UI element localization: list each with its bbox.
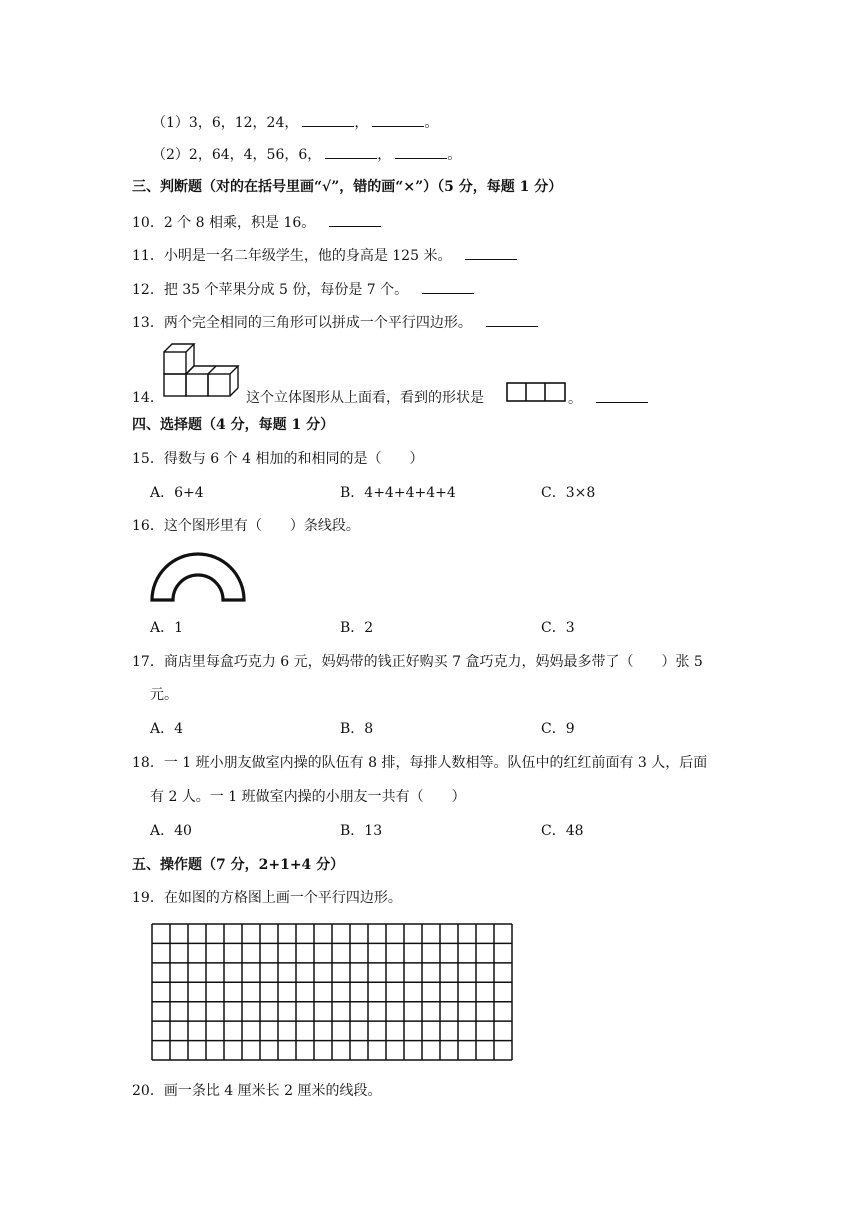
question-text: 商店里每盒巧克力 6 元，妈妈带的钱正好购买 7 盒巧克力，妈妈最多带了（ ）张 5 xyxy=(163,654,703,670)
option-a[interactable]: A．6+4 xyxy=(150,485,204,501)
question-15 xyxy=(132,449,423,469)
section-5-title: 五、操作题（7 分，2+1+4 分） xyxy=(132,857,345,873)
question-text: 两个完全相同的三角形可以拼成一个平行四边形。 xyxy=(163,315,472,331)
answer-blank[interactable] xyxy=(372,112,424,127)
question-number: 17． xyxy=(132,654,164,670)
period: 。 xyxy=(447,147,462,163)
answer-blank[interactable] xyxy=(395,144,447,159)
question-18-cont: 有 2 人。一 1 班做室内操的小朋友一共有（ ） xyxy=(150,789,466,805)
answer-blank[interactable] xyxy=(329,212,381,227)
option-c[interactable]: C．3 xyxy=(541,620,575,636)
answer-blank[interactable] xyxy=(596,388,648,403)
question-number: 15． xyxy=(132,451,164,467)
period: 。 xyxy=(568,391,582,407)
sequence-item-1 xyxy=(152,112,438,133)
separator: ， xyxy=(377,147,392,163)
question-14-text xyxy=(246,388,484,408)
question-10 xyxy=(132,212,381,233)
cube-stack-figure xyxy=(158,338,248,400)
sequence-text: （1）3，6，12，24， xyxy=(152,115,299,131)
question-text: 一 1 班小朋友做室内操的队伍有 8 排，每排人数相等。队伍中的红红前面有 3 人，后面 xyxy=(163,755,708,771)
question-text: 2 个 8 相乘，积是 16。 xyxy=(163,215,316,231)
question-text: 画一条比 4 厘米长 2 厘米的线段。 xyxy=(163,1083,382,1099)
question-20 xyxy=(132,1081,381,1101)
question-number: 18． xyxy=(132,755,164,771)
question-text: 把 35 个苹果分成 5 份，每份是 7 个。 xyxy=(163,282,409,298)
option-b[interactable]: B．13 xyxy=(340,823,383,839)
sequence-item-2 xyxy=(152,144,461,165)
question-number: 11． xyxy=(132,248,164,264)
separator: ， xyxy=(354,115,369,131)
question-number: 14． xyxy=(132,390,164,406)
option-a[interactable]: A．1 xyxy=(150,620,184,636)
answer-blank[interactable] xyxy=(325,144,377,159)
square-grid-figure[interactable] xyxy=(150,922,514,1062)
option-b[interactable]: B．4+4+4+4+4 xyxy=(340,485,456,501)
question-text: 这个立体图形从上面看，看到的形状是 xyxy=(246,390,484,406)
question-11 xyxy=(132,245,517,266)
sequence-text: （2）2，64，4，56，6， xyxy=(152,147,322,163)
section-4-title: 四、选择题（4 分，每题 1 分） xyxy=(132,417,335,433)
option-c[interactable]: C．48 xyxy=(541,823,584,839)
question-number: 20． xyxy=(132,1083,164,1099)
question-number: 10． xyxy=(132,215,164,231)
period: 。 xyxy=(424,115,439,131)
question-text: 这个图形里有（ ）条线段。 xyxy=(163,518,360,534)
question-number: 19． xyxy=(132,890,164,906)
arch-figure xyxy=(148,548,248,604)
answer-blank[interactable] xyxy=(422,279,474,294)
option-b[interactable]: B．2 xyxy=(340,620,374,636)
question-number: 12． xyxy=(132,282,164,298)
question-14-end xyxy=(568,388,648,409)
option-b[interactable]: B．8 xyxy=(340,721,374,737)
question-text: 小明是一名二年级学生，他的身高是 125 米。 xyxy=(163,248,452,264)
question-text: 得数与 6 个 4 相加的和相同的是（ ） xyxy=(163,451,424,467)
question-14 xyxy=(132,388,164,408)
question-number: 13． xyxy=(132,315,164,331)
answer-blank[interactable] xyxy=(302,112,354,127)
question-16 xyxy=(132,516,360,536)
question-17-cont: 元。 xyxy=(150,687,178,703)
answer-blank[interactable] xyxy=(486,312,538,327)
question-17 xyxy=(132,652,703,672)
question-12 xyxy=(132,279,474,300)
option-a[interactable]: A．40 xyxy=(150,823,192,839)
top-view-shape-figure xyxy=(506,382,566,402)
answer-blank[interactable] xyxy=(465,245,517,260)
option-c[interactable]: C．3×8 xyxy=(541,485,596,501)
section-3-title: 三、判断题（对的在括号里画“√”，错的画“×”）（5 分，每题 1 分） xyxy=(132,179,563,195)
question-text: 在如图的方格图上画一个平行四边形。 xyxy=(163,890,402,906)
option-a[interactable]: A．4 xyxy=(150,721,184,737)
question-13 xyxy=(132,312,538,333)
option-c[interactable]: C．9 xyxy=(541,721,575,737)
question-18 xyxy=(132,753,707,773)
question-number: 16． xyxy=(132,518,164,534)
question-19 xyxy=(132,888,402,908)
